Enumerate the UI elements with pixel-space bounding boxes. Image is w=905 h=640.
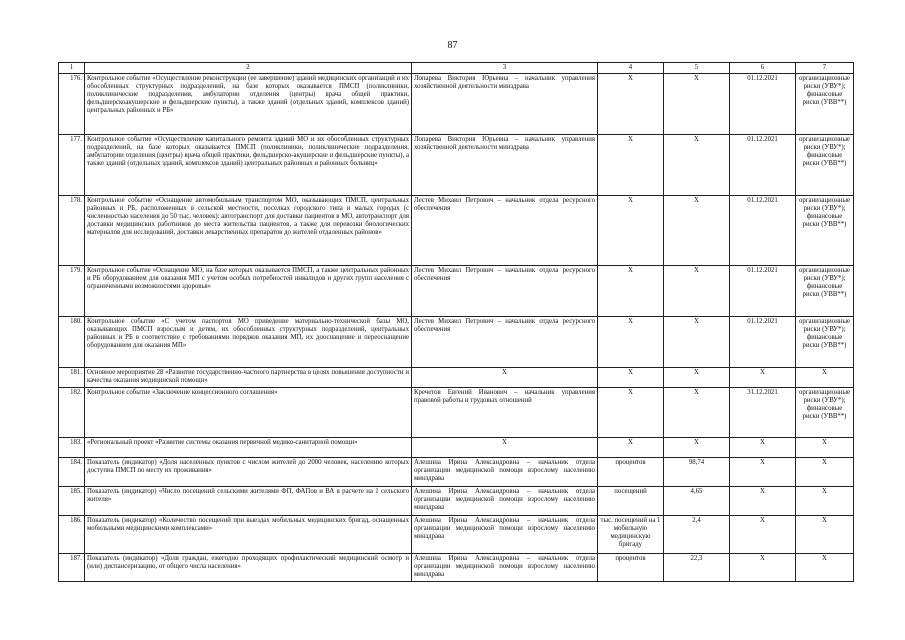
- plan-table: [58, 62, 854, 582]
- table-row: [59, 74, 854, 135]
- row-value: 4,65: [664, 487, 730, 516]
- row-value: X: [664, 438, 730, 458]
- row-number: 176.: [59, 74, 85, 135]
- row-risks: X: [796, 554, 854, 582]
- page-number: 87: [447, 40, 458, 51]
- row-risks: организационные риски (УВУ*); финансовые риски (УВВ**): [796, 388, 854, 438]
- row-value: X: [664, 317, 730, 368]
- row-number: 179.: [59, 266, 85, 317]
- table-row: [59, 388, 854, 438]
- row-date: 31.12.2021: [730, 388, 796, 438]
- table-row: [59, 196, 854, 266]
- row-responsible: Алешина Ирина Александровна – начальник отдела организации медицинской помощи взрослому населению минздрава: [412, 554, 598, 582]
- row-unit: X: [598, 368, 664, 388]
- col-header: 3: [412, 63, 598, 74]
- row-risks: организационные риски (УВУ*); финансовые риски (УВВ**): [796, 317, 854, 368]
- row-responsible: Алешина Ирина Александровна – начальник отдела организации медицинской помощи взрослому населению минздрава: [412, 487, 598, 516]
- row-number: 186.: [59, 516, 85, 554]
- row-description: Контрольное событие «Оснащение МО, на базе которых оказывается ПМСП, а также центральных районных и РБ оборудованием для оказания МП с учетом особых потребностей инвалидов и других групп населения с ограниченными возможностями здоровья»: [85, 266, 412, 317]
- row-unit: X: [598, 196, 664, 266]
- row-value: X: [664, 196, 730, 266]
- row-date: X: [730, 554, 796, 582]
- row-risks: X: [796, 516, 854, 554]
- row-value: X: [664, 266, 730, 317]
- col-header: 7: [796, 63, 854, 74]
- row-number: 183.: [59, 438, 85, 458]
- row-risks: организационные риски (УВУ*); финансовые риски (УВВ**): [796, 196, 854, 266]
- row-number: 185.: [59, 487, 85, 516]
- row-description: Контрольное событие «Осуществление капитального ремонта зданий МО и их обособленных структурных подразделений, на базе которых оказывается ПМСП (поликлиники, поликлинические подразделения, амбулатории отделения (центры) врача общей практики, фельдшерско-акушерские и фельдшерские пункты), а также зданий (отдельных зданий, комплексов зданий) центральных районных и районных больниц»: [85, 135, 412, 196]
- row-unit: X: [598, 135, 664, 196]
- row-responsible: Алешина Ирина Александровна – начальник отдела организации медицинской помощи взрослому населению минздрава: [412, 458, 598, 487]
- table-row: [59, 487, 854, 516]
- row-description: Контрольное событие «Оснащение автомобильным транспортом МО, оказывающих ПМСП, центральных районных и РБ, расположенных в сельской местности, поселках городского типа и малых городах (с численностью населения до 50 тыс. человек): автотранспорт для доставки пациентов в МО, автотранспорт для доставки медицинских работников до места жительства пациентов, а также для перевозки биологических материалов для исследований, доставки лекарственных препаратов до жителей отдаленных районов»: [85, 196, 412, 266]
- row-date: 01.12.2021: [730, 266, 796, 317]
- col-header: 1: [59, 63, 85, 74]
- row-risks: организационные риски (УВУ*); финансовые риски (УВВ**): [796, 266, 854, 317]
- row-date: X: [730, 487, 796, 516]
- table-row: [59, 368, 854, 388]
- row-value: X: [664, 74, 730, 135]
- row-value: 2,4: [664, 516, 730, 554]
- row-risks: X: [796, 487, 854, 516]
- row-description: Контрольное событие «С учетом паспортов МО приведение материально-технической базы МО, оказывающих ПМСП взрослым и детям, их обособленных структурных подразделений, центральных районных и РБ в соответствие с требованиями порядков оказания МП, их дооснащение и переоснащение оборудованием для оказания МП»: [85, 317, 412, 368]
- col-header: 4: [598, 63, 664, 74]
- row-number: 187.: [59, 554, 85, 582]
- row-unit: X: [598, 266, 664, 317]
- row-responsible: Лестев Михаил Петрович – начальник отдела ресурсного обеспечения: [412, 266, 598, 317]
- row-description: Показатель (индикатор) «Число посещений сельскими жителями ФП, ФАПов и ВА в расчете на 1 сельского жителя»: [85, 487, 412, 516]
- row-description: Показатель (индикатор) «Количество посещений при выездах мобильных медицинских бригад, оснащенных мобильными медицинскими комплексами»: [85, 516, 412, 554]
- row-number: 180.: [59, 317, 85, 368]
- table-row: [59, 317, 854, 368]
- row-number: 178.: [59, 196, 85, 266]
- table-row: [59, 266, 854, 317]
- row-description: Показатель (индикатор) «Доля граждан, ежегодно проходящих профилактический медицинский осмотр и (или) диспансеризацию, от общего числа населения»: [85, 554, 412, 582]
- row-date: 01.12.2021: [730, 135, 796, 196]
- row-date: X: [730, 368, 796, 388]
- col-header: 6: [730, 63, 796, 74]
- row-unit: тыс. посещений на 1 мобильную медицинскую бригаду: [598, 516, 664, 554]
- table-row: [59, 458, 854, 487]
- table-row: [59, 438, 854, 458]
- row-number: 182.: [59, 388, 85, 438]
- row-description: Контрольное событие «Заключение концессионного соглашения»: [85, 388, 412, 438]
- row-unit: процентов: [598, 554, 664, 582]
- row-responsible: X: [412, 438, 598, 458]
- row-responsible: Лестев Михаил Петрович – начальник отдела ресурсного обеспечения: [412, 196, 598, 266]
- row-responsible: Кречетов Евгений Иванович – начальник управления правовой работы и трудовых отношений: [412, 388, 598, 438]
- row-risks: X: [796, 438, 854, 458]
- row-unit: X: [598, 74, 664, 135]
- row-date: X: [730, 516, 796, 554]
- col-header: 5: [664, 63, 730, 74]
- row-unit: посещений: [598, 487, 664, 516]
- row-value: X: [664, 388, 730, 438]
- row-risks: X: [796, 458, 854, 487]
- row-value: X: [664, 368, 730, 388]
- row-value: 98,74: [664, 458, 730, 487]
- row-date: 01.12.2021: [730, 196, 796, 266]
- row-responsible: Лопарева Виктория Юрьевна – начальник управления хозяйственной деятельности минздрава: [412, 135, 598, 196]
- table-row: [59, 516, 854, 554]
- col-header: 2: [85, 63, 412, 74]
- row-unit: X: [598, 438, 664, 458]
- row-number: 177.: [59, 135, 85, 196]
- row-number: 184.: [59, 458, 85, 487]
- row-description: Основное мероприятие 28 «Развитие государственно-частного партнерства в целях повышения доступности и качества оказания медицинской помощи»: [85, 368, 412, 388]
- row-date: 01.12.2021: [730, 317, 796, 368]
- row-value: X: [664, 135, 730, 196]
- row-risks: X: [796, 368, 854, 388]
- row-unit: X: [598, 388, 664, 438]
- row-description: «Региональный проект «Развитие системы оказания первичной медико-санитарной помощи»: [85, 438, 412, 458]
- row-responsible: X: [412, 368, 598, 388]
- table-row: [59, 135, 854, 196]
- table-row: [59, 554, 854, 582]
- row-description: Контрольное событие «Осуществление реконструкции (ее завершение) зданий медицинских организаций и их обособленных структурных подразделений, на базе которых оказывается ПМСП (поликлиники, поликлинические подразделения, амбулатории отделения (центры) врача общей практики, фельдшерскоакушерские и фельдшерские пункты), а также зданий (отдельных зданий, комплексов зданий) центральных районных и РБ»: [85, 74, 412, 135]
- row-date: X: [730, 458, 796, 487]
- row-value: 22,3: [664, 554, 730, 582]
- row-unit: X: [598, 317, 664, 368]
- row-date: X: [730, 438, 796, 458]
- header-row: [59, 63, 854, 74]
- row-number: 181.: [59, 368, 85, 388]
- row-date: 01.12.2021: [730, 74, 796, 135]
- row-risks: организационные риски (УВУ*); финансовые риски (УВВ**): [796, 74, 854, 135]
- row-responsible: Алешина Ирина Александровна – начальник отдела организации медицинской помощи взрослому населению минздрава: [412, 516, 598, 554]
- row-risks: организационные риски (УВУ*); финансовые риски (УВВ**): [796, 135, 854, 196]
- row-description: Показатель (индикатор) «Доля населенных пунктов с числом жителей до 2000 человек, населению которых доступна ПМСП по месту их проживания»: [85, 458, 412, 487]
- row-unit: процентов: [598, 458, 664, 487]
- row-responsible: Лопарева Виктория Юрьевна – начальник управления хозяйственной деятельности минздрава: [412, 74, 598, 135]
- row-responsible: Лестев Михаил Петрович – начальник отдела ресурсного обеспечения: [412, 317, 598, 368]
